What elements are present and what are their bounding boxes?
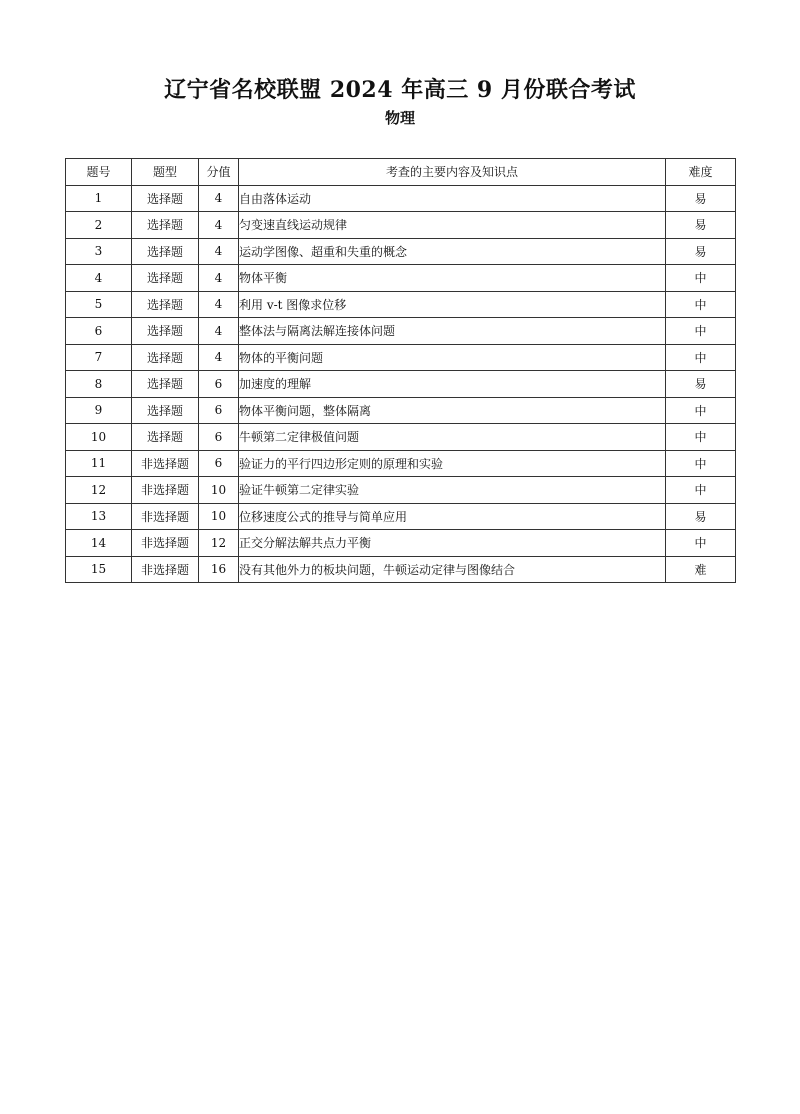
question-difficulty: 中 [666, 291, 736, 318]
question-type: 选择题 [132, 238, 199, 265]
question-number: 4 [66, 265, 132, 292]
question-difficulty: 中 [666, 265, 736, 292]
question-score: 6 [199, 371, 239, 398]
question-score: 4 [199, 318, 239, 345]
question-difficulty: 中 [666, 424, 736, 451]
question-number: 10 [66, 424, 132, 451]
question-score: 6 [199, 424, 239, 451]
question-type: 非选择题 [132, 556, 199, 583]
question-score: 4 [199, 212, 239, 239]
question-score: 4 [199, 344, 239, 371]
question-difficulty: 中 [666, 344, 736, 371]
question-type: 非选择题 [132, 530, 199, 557]
table-row [66, 291, 736, 318]
question-difficulty: 中 [666, 397, 736, 424]
question-number: 9 [66, 397, 132, 424]
question-type: 选择题 [132, 265, 199, 292]
question-content: 位移速度公式的推导与简单应用 [239, 503, 666, 530]
header-score: 分值 [199, 159, 239, 186]
question-difficulty: 中 [666, 477, 736, 504]
table-row [66, 318, 736, 345]
question-type: 选择题 [132, 371, 199, 398]
table-row [66, 424, 736, 451]
question-content: 牛顿第二定律极值问题 [239, 424, 666, 451]
question-type: 选择题 [132, 397, 199, 424]
question-type: 选择题 [132, 424, 199, 451]
question-type: 选择题 [132, 212, 199, 239]
question-content: 整体法与隔离法解连接体问题 [239, 318, 666, 345]
question-difficulty: 易 [666, 503, 736, 530]
question-content: 正交分解法解共点力平衡 [239, 530, 666, 557]
question-type: 选择题 [132, 318, 199, 345]
question-number: 8 [66, 371, 132, 398]
question-number: 15 [66, 556, 132, 583]
question-number: 13 [66, 503, 132, 530]
table-row [66, 397, 736, 424]
question-type: 选择题 [132, 291, 199, 318]
question-score: 4 [199, 265, 239, 292]
header-number: 题号 [66, 159, 132, 186]
question-content: 物体平衡 [239, 265, 666, 292]
question-score: 6 [199, 397, 239, 424]
question-content: 物体平衡问题，整体隔离 [239, 397, 666, 424]
question-score: 4 [199, 238, 239, 265]
table-row [66, 185, 736, 212]
question-score: 6 [199, 450, 239, 477]
question-number: 12 [66, 477, 132, 504]
question-score: 12 [199, 530, 239, 557]
table-header-row [66, 159, 736, 186]
question-content: 加速度的理解 [239, 371, 666, 398]
question-number: 2 [66, 212, 132, 239]
question-difficulty: 易 [666, 371, 736, 398]
question-number: 5 [66, 291, 132, 318]
question-content: 物体的平衡问题 [239, 344, 666, 371]
table-row [66, 265, 736, 292]
question-difficulty: 中 [666, 450, 736, 477]
question-content: 验证力的平行四边形定则的原理和实验 [239, 450, 666, 477]
question-difficulty: 易 [666, 185, 736, 212]
question-type: 选择题 [132, 344, 199, 371]
question-score: 4 [199, 185, 239, 212]
question-type: 非选择题 [132, 503, 199, 530]
header-type: 题型 [132, 159, 199, 186]
table-row [66, 212, 736, 239]
subject-title: 物理 [384, 109, 415, 127]
table-row [66, 477, 736, 504]
table-row [66, 344, 736, 371]
question-difficulty: 易 [666, 212, 736, 239]
table-row [66, 503, 736, 530]
question-content: 匀变速直线运动规律 [239, 212, 666, 239]
question-number: 14 [66, 530, 132, 557]
question-score: 10 [199, 477, 239, 504]
header-difficulty: 难度 [666, 159, 736, 186]
table-row [66, 238, 736, 265]
question-score: 16 [199, 556, 239, 583]
question-score: 4 [199, 291, 239, 318]
question-difficulty: 中 [666, 530, 736, 557]
question-difficulty: 中 [666, 318, 736, 345]
table-row [66, 450, 736, 477]
question-number: 11 [66, 450, 132, 477]
question-number: 6 [66, 318, 132, 345]
question-difficulty: 难 [666, 556, 736, 583]
question-content: 没有其他外力的板块问题，牛顿运动定律与图像结合 [239, 556, 666, 583]
question-content: 验证牛顿第二定律实验 [239, 477, 666, 504]
document-title: 辽宁省名校联盟 2024 年高三 9 月份联合考试 [164, 77, 636, 103]
table-row [66, 530, 736, 557]
question-difficulty: 易 [666, 238, 736, 265]
question-number: 7 [66, 344, 132, 371]
exam-analysis-table [65, 158, 736, 583]
question-content: 自由落体运动 [239, 185, 666, 212]
table-row [66, 556, 736, 583]
question-type: 选择题 [132, 185, 199, 212]
question-type: 非选择题 [132, 477, 199, 504]
question-content: 利用 v-t 图像求位移 [239, 291, 666, 318]
header-content: 考查的主要内容及知识点 [239, 159, 666, 186]
table-row [66, 371, 736, 398]
question-score: 10 [199, 503, 239, 530]
question-number: 1 [66, 185, 132, 212]
question-content: 运动学图像、超重和失重的概念 [239, 238, 666, 265]
question-type: 非选择题 [132, 450, 199, 477]
question-number: 3 [66, 238, 132, 265]
